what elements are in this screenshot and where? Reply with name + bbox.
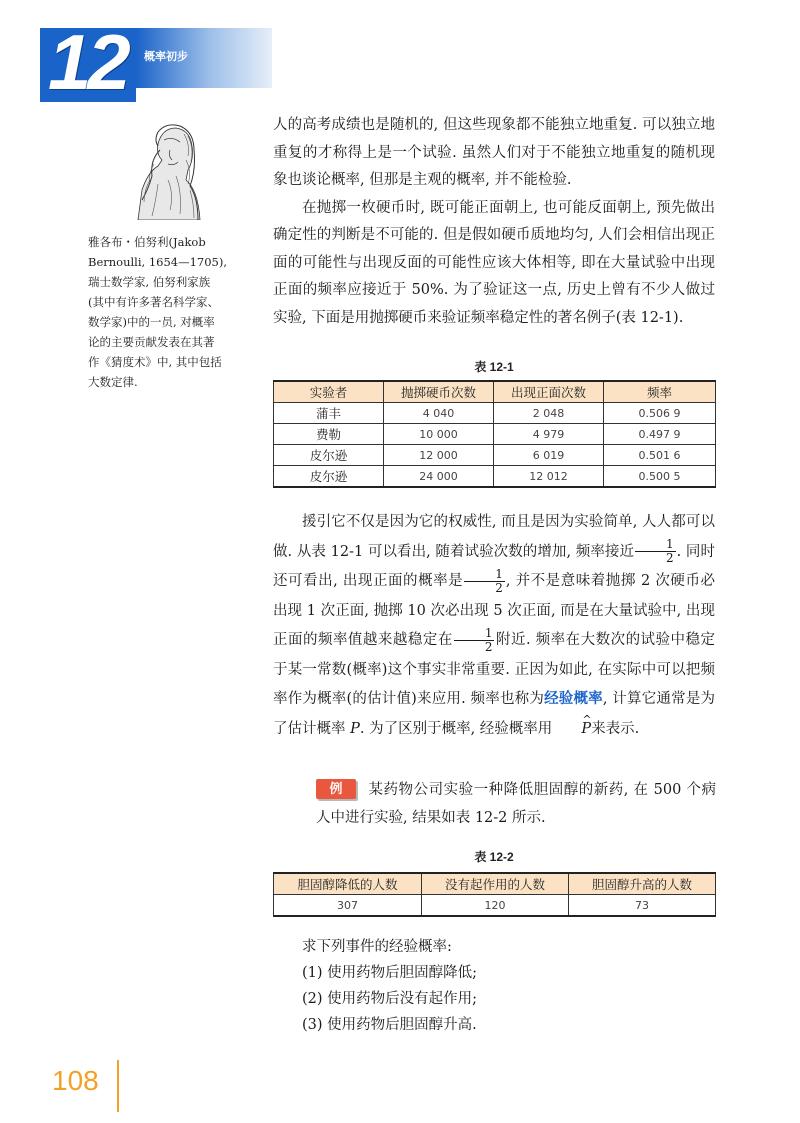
symbol-p-hat: ^ P [552, 715, 591, 745]
table-cell: 皮尔逊 [274, 445, 384, 466]
text-run: . 为了区别于概率, 经验概率用 [359, 720, 553, 737]
table-cell: 4 979 [494, 424, 604, 445]
table-cell: 0.497 9 [604, 424, 716, 445]
column-header: 频率 [604, 381, 716, 403]
text-run: , 并不是意味着抛掷 2 次硬币必出现 1 次正面, 抛掷 10 次必出现 5 次正面, 而是在大量试验中, 出现正面的频率值越来越稳定在 [273, 573, 715, 648]
paragraph: 人的高考成绩也是随机的, 但这些现象都不能独立地重复. 可以独立地重复的才称得上是一个试验. 虽然人们对于不能独立地重复的随机现象也谈论概率, 但那是主观的概率, 并不能检验. [273, 117, 715, 188]
body-text-top [273, 112, 715, 332]
fraction-denominator: 2 [666, 551, 674, 565]
table-row [274, 895, 716, 917]
example-text [316, 776, 716, 832]
question-item: (1) 使用药物后胆固醇降低; [302, 965, 478, 981]
text-run: 某药物公司实验一种降低胆固醇的新药, 在 500 个病人中进行实验, 结果如表 12-2 所示. [316, 782, 716, 826]
table-cell: 307 [274, 895, 422, 917]
fraction-numerator: 1 [464, 568, 505, 582]
question-intro: 求下列事件的经验概率: [302, 939, 452, 955]
table-cell: 4 040 [384, 403, 494, 424]
table-caption: 表 12-2 [474, 850, 514, 864]
table-cell: 0.506 9 [604, 403, 716, 424]
table-cell: 12 000 [384, 445, 494, 466]
table-cell: 6 019 [494, 445, 604, 466]
column-header: 胆固醇升高的人数 [569, 873, 716, 895]
table-cell: 蒲丰 [274, 403, 384, 424]
table-cell: 0.500 5 [604, 466, 716, 488]
column-header: 实验者 [274, 381, 384, 403]
caption-line: 论的主要贡献发表在其著 [88, 335, 215, 349]
table-row [274, 403, 716, 424]
table-row [274, 466, 716, 488]
caption-line: 雅各布・伯努利(Jakob [88, 235, 206, 249]
fraction-numerator: 1 [454, 627, 495, 641]
table-caption: 表 12-1 [474, 360, 514, 374]
text-run: 来表示. [591, 720, 640, 737]
example-badge: 例 [316, 779, 356, 799]
caption-line: 作《猜度术》中, 其中包括 [88, 355, 222, 369]
fraction-one-half [454, 627, 495, 654]
portrait-caption [88, 232, 258, 392]
fraction-numerator: 1 [635, 538, 676, 552]
caption-line: 数学家)中的一员, 对概率 [88, 315, 215, 329]
paragraph [273, 508, 715, 744]
caption-line: 瑞士数学家, 伯努利家族 [88, 275, 211, 289]
fraction-one-half [464, 568, 505, 595]
question-list [302, 934, 722, 1038]
example-block [316, 776, 716, 832]
table-cell: 120 [422, 895, 569, 917]
table-header-row [274, 873, 716, 895]
table-cell: 24 000 [384, 466, 494, 488]
term-empirical-probability: 经验概率 [544, 691, 603, 707]
table-header-row [274, 381, 716, 403]
table-cell: 0.501 6 [604, 445, 716, 466]
fraction-denominator: 2 [484, 639, 493, 654]
page-number: 108 [52, 1065, 99, 1096]
question-item: (2) 使用药物后没有起作用; [302, 991, 478, 1007]
portrait-image [128, 120, 202, 220]
chapter-number: 12 [48, 18, 127, 106]
paragraph: 在抛掷一枚硬币时, 既可能正面朝上, 也可能反面朝上, 预先做出确定性的判断是不可能的. 但是假如硬币质地均匀, 人们会相信出现正面的可能性与出现反面的可能性应该大体相等, 即在大量试验中出现正面的频率应接近于 50%. 为了验证这一点, 历史上曾有不少人做过实验, 下面是用抛掷硬币来验证频率稳定性的著名例子(表 12-1). [273, 199, 715, 326]
text-run: , 计算它通常是为了估计概率 [273, 691, 716, 737]
table-cell: 费勒 [274, 424, 384, 445]
table-cholesterol [273, 872, 716, 917]
symbol-p: P [350, 720, 360, 737]
chapter-title: 概率初步 [144, 51, 188, 63]
table-cell: 12 012 [494, 466, 604, 488]
fraction-one-half [635, 538, 676, 565]
column-header: 出现正面次数 [494, 381, 604, 403]
caption-line: 大数定律. [88, 375, 138, 389]
fraction-denominator: 2 [495, 580, 503, 595]
question-item: (3) 使用药物后胆固醇升高. [302, 1017, 477, 1033]
text-run: 援引它不仅是因为它的权威性, 而且是因为实验简单, 人人都可以做. 从表 12-1 可以看出, 随着试验次数的增加, 频率接近 [273, 514, 715, 560]
column-header: 抛掷硬币次数 [384, 381, 494, 403]
page-number-divider [117, 1060, 119, 1112]
text-run: 附近. 频率在大数次的试验中稳定于某一常数(概率)这个事实非常重要. 正因为如此, 在实际中可以把频率作为概率(的估计值)来应用. 频率也称为 [273, 632, 716, 707]
column-header: 胆固醇降低的人数 [274, 873, 422, 895]
table-cell: 10 000 [384, 424, 494, 445]
table-coin-toss [273, 380, 716, 488]
table-cell: 2 048 [494, 403, 604, 424]
column-header: 没有起作用的人数 [422, 873, 569, 895]
table-cell: 皮尔逊 [274, 466, 384, 488]
table-row [274, 424, 716, 445]
text-run: . 同时还可看出, 出现正面的概率是 [273, 543, 715, 589]
caption-line: Bernoulli, 1654—1705), [88, 255, 228, 269]
table-row [274, 445, 716, 466]
body-text-middle [273, 508, 715, 744]
caption-line: (其中有许多著名科学家、 [88, 295, 219, 309]
table-cell: 73 [569, 895, 716, 917]
